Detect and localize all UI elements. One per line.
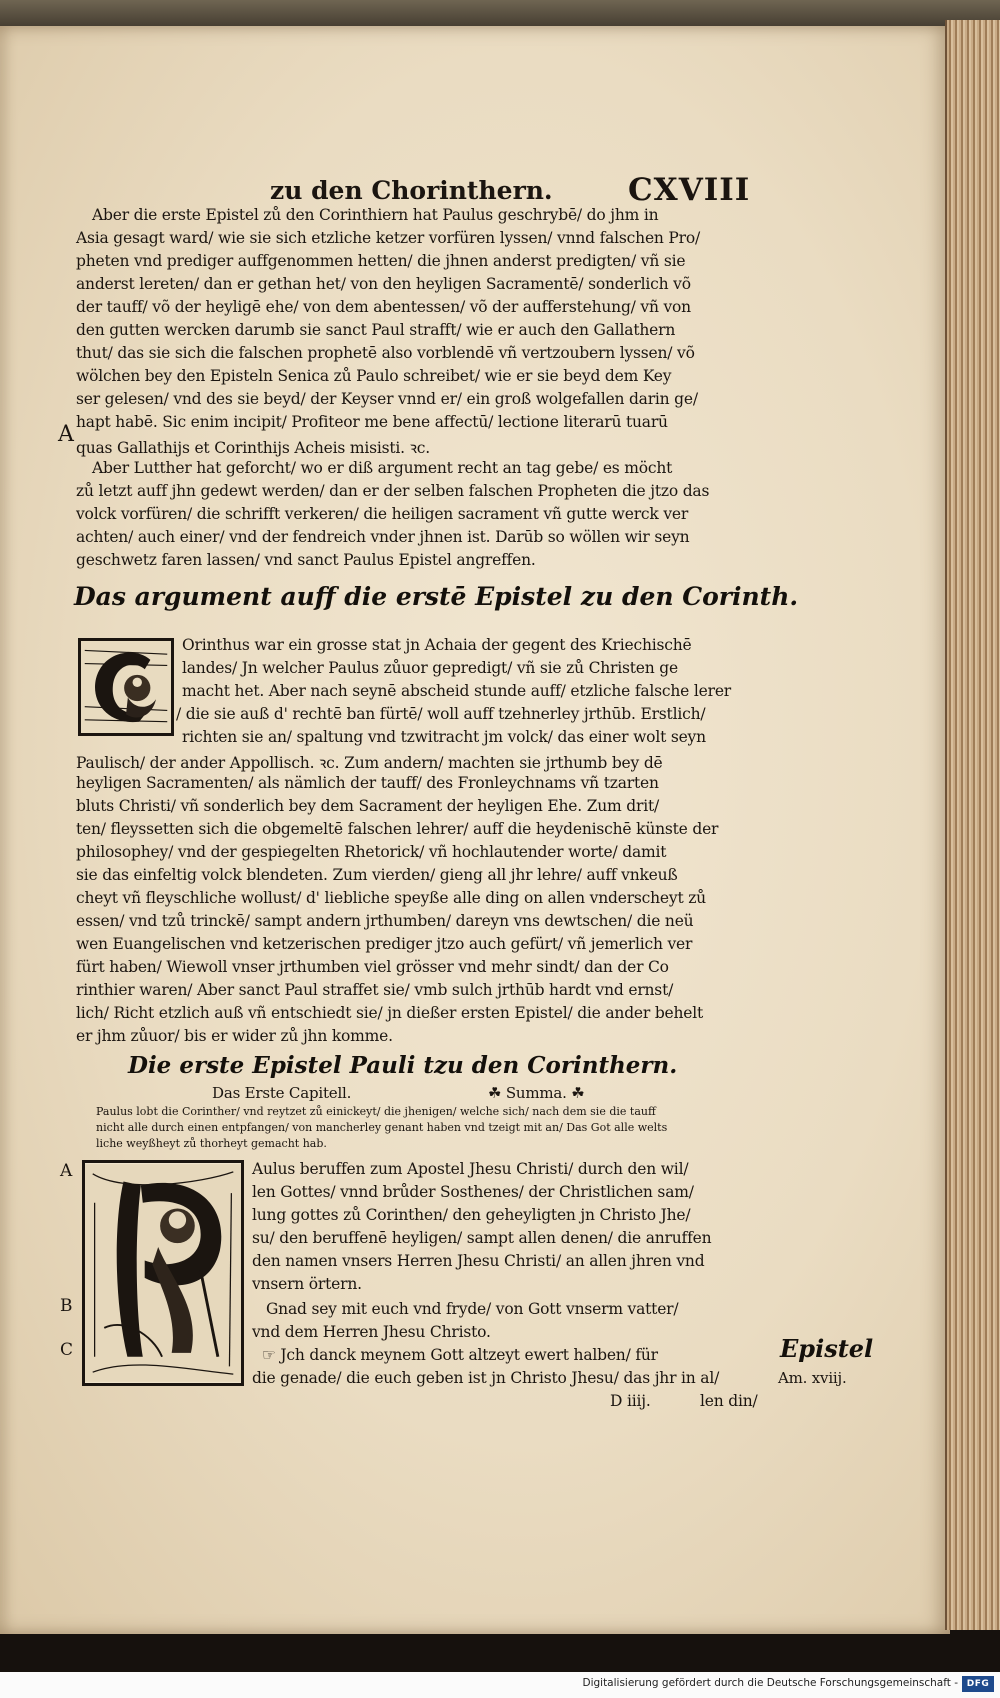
woodcut-c-illustration [81,641,171,733]
intro-line: ser gelesen/ vnd des sie beyd/ der Keyser vnnd er/ ein groß wolgefallen darin ge/ [76,390,698,408]
luther-line: achten/ auch einer/ vnd der fendreich vnder jhnen ist. Darūb so wöllen wir seyn [76,528,690,546]
argument-line: philosophey/ vnd der gespiegelten Rhetorick/ vñ hochlautender worte/ damit [76,843,667,861]
intro-margin-letter: A [58,422,74,447]
argument-line: rinthier waren/ Aber sanct Paul straffet sie/ vmb sulch jrthūb hardt vnd ernst/ [76,981,674,999]
chapter-line: su/ den beruffenē heyligen/ sampt allen denen/ die anruffen [252,1229,712,1247]
argument-line: macht het. Aber nach seynē abscheid stunde auff/ etzliche falsche lerer [182,682,731,700]
margin-letter-b: B [60,1296,73,1316]
summa-label: ☘ Summa. ☘ [488,1084,585,1102]
woodcut-initial-p [82,1160,244,1386]
catchword: len din/ [700,1392,758,1410]
argument-line: fürt haben/ Wiewoll vnser jrthumben viel grösser vnd mehr sindt/ dan der Co [76,958,669,976]
footer-bar [0,1672,1000,1698]
signature-mark: D iiij. [610,1392,651,1410]
margin-letter-a: A [60,1161,73,1181]
argument-line: essen/ vnd tzů trinckē/ sampt andern jrthumben/ dareyn vns dewtschen/ die neü [76,912,694,930]
verse-c-line: ☞ Jch danck meynem Gott altzeyt ewert halben/ für [262,1346,658,1364]
book-page [0,26,950,1634]
argument-line: er jhm zůuor/ bis er wider zů jhn komme. [76,1027,393,1045]
book-page-edges [945,20,1000,1630]
luther-line: volck vorfüren/ die schrifft verkeren/ die heiligen sacrament vñ gutte werck ver [76,505,689,523]
argument-line: richten sie an/ spaltung vnd tzwitracht jm volck/ das einer wolt seyn [182,728,706,746]
intro-line: der tauff/ võ der heyligē ehe/ von dem abentessen/ võ der aufferstehung/ vñ von [76,298,691,316]
argument-line: / die sie auß d' rechtē ban fürtē/ woll auff tzehnerley jrthūb. Erstlich/ [176,705,706,723]
argument-line: bluts Christi/ vñ sonderlich bey dem Sacrament der heyligen Ehe. Zum drit/ [76,797,660,815]
chapter-line: len Gottes/ vnnd brůder Sosthenes/ der Christlichen sam/ [252,1183,694,1201]
intro-line: Aber die erste Epistel zů den Corinthiern hat Paulus geschrybē/ do jhm in [92,206,659,224]
argument-line: lich/ Richt etzlich auß vñ entschiedt sie/ jn dießer ersten Epistel/ die ander behelt [76,1004,704,1022]
intro-line: thut/ das sie sich die falschen prophetē also vorblendē vñ vertzoubern lyssen/ võ [76,344,695,362]
chapter-line: lung gottes zů Corinthen/ den geheyligten jn Christo Jhe/ [252,1206,691,1224]
intro-line: anderst lereten/ dan er gethan het/ von den heyligen Sacramentē/ sonderlich võ [76,275,691,293]
chapter-label: Das Erste Capitell. [212,1084,352,1102]
running-head: zu den Chorinthern. [270,176,553,205]
margin-note-title: Epistel [780,1334,874,1363]
margin-letter-c: C [60,1340,74,1360]
argument-heading: Das argument auff die erstē Epistel zu den Corinth. [74,582,799,611]
summa-line: nicht alle durch einen entpfangen/ von mancherley genant haben vnd tzeigt mit an/ Das Got alle welts [96,1121,668,1134]
verse-b-line: Gnad sey mit euch vnd fryde/ von Gott vnserm vatter/ [266,1300,679,1318]
chapter-line: vnsern örtern. [252,1275,362,1293]
footer-credit: Digitalisierung gefördert durch die Deutsche Forschungsgemeinschaft - [582,1677,958,1689]
argument-line: ten/ fleyssetten sich die obgemeltē falschen lehrer/ auff die heydenischē künste der [76,820,719,838]
argument-line: sie das einfeltig volck blendeten. Zum vierden/ gieng all jhr lehre/ auff vnkeuß [76,866,678,884]
verse-b-line: vnd dem Herren Jhesu Christo. [252,1323,491,1341]
intro-line: Asia gesagt ward/ wie sie sich etzliche ketzer vorfüren lyssen/ vnnd falschen Pro/ [76,229,701,247]
intro-line: quas Gallathijs et Corinthijs Acheis misisti. ꝛc. [76,439,430,457]
luther-line: geschwetz faren lassen/ vnd sanct Paulus Epistel angreffen. [76,551,536,569]
luther-line: zů letzt auff jhn gedewt werden/ dan er der selben falschen Propheten die jtzo das [76,482,710,500]
summa-line: liche weyßheyt zů thorheyt gemacht hab. [96,1137,327,1150]
epistle-heading: Die erste Epistel Pauli tzu den Corinthern. [128,1052,678,1079]
margin-note-ref: Am. xviij. [778,1369,847,1387]
woodcut-initial-c [78,638,174,736]
verse-c-line: die genade/ die euch geben ist jn Christo Jhesu/ das jhr in al/ [252,1369,720,1387]
intro-line: den gutten wercken darumb sie sanct Paul strafft/ wie er auch den Gallathern [76,321,676,339]
luther-line: Aber Lutther hat geforcht/ wo er diß argument recht an tag gebe/ es möcht [92,459,673,477]
argument-line: cheyt vñ fleyschliche wollust/ d' liebliche speyße alle ding on allen vnderscheyt zů [76,889,706,907]
chapter-line: Aulus beruffen zum Apostel Jhesu Christi/ durch den wil/ [252,1160,689,1178]
woodcut-p-illustration [85,1163,241,1383]
folio-number: CXVIII [628,172,751,208]
argument-line: landes/ Jn welcher Paulus zůuor gepredigt/ vñ sie zů Christen ge [182,659,678,677]
intro-line: hapt habē. Sic enim incipit/ Profiteor me bene affectū/ lectione literarū tuarū [76,413,668,431]
intro-line: wölchen bey den Episteln Senica zů Paulo schreibet/ wie er sie beyd dem Key [76,367,672,385]
argument-line: heyligen Sacramenten/ als nämlich der tauff/ des Fronleychnams vñ tzarten [76,774,659,792]
intro-line: pheten vnd prediger auffgenommen hetten/ die jhnen anderst predigten/ vñ sie [76,252,686,270]
dfg-logo: DFG [962,1676,994,1692]
argument-line: Paulisch/ der ander Appollisch. ꝛc. Zum andern/ machten sie jrthumb bey dē [76,754,663,772]
summa-line: Paulus lobt die Corinther/ vnd reytzet zů einickeyt/ die jhenigen/ welche sich/ nach dem sie die tauff [96,1105,656,1118]
chapter-line: den namen vnsers Herren Jhesu Christi/ an allen jhren vnd [252,1252,705,1270]
argument-line: wen Euangelischen vnd ketzerischen prediger jtzo auch gefürt/ vñ jemerlich ver [76,935,693,953]
argument-line: Orinthus war ein grosse stat jn Achaia der gegent des Kriechischē [182,636,692,654]
